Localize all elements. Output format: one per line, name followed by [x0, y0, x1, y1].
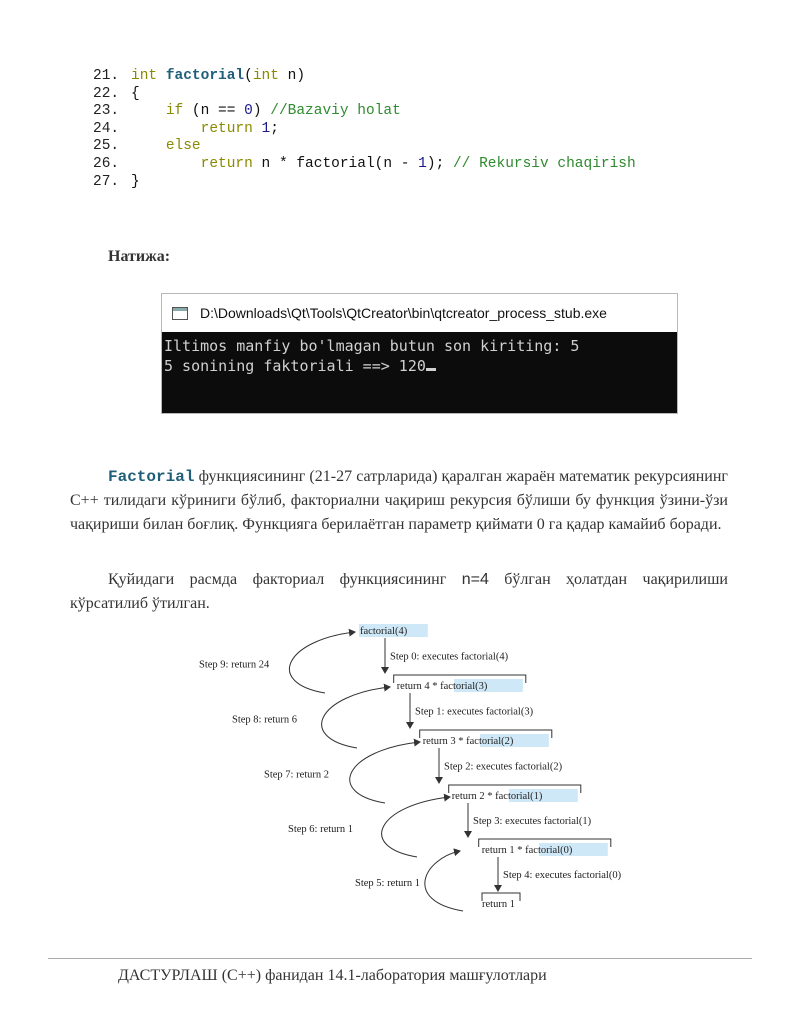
code-line-number: 23. — [93, 103, 120, 120]
diagram-step-label: Step 1: executes factorial(3) — [415, 706, 534, 718]
diagram-node-text — [482, 845, 573, 856]
code-token: ); — [426, 155, 453, 172]
diagram-node-call: factorial(0) — [525, 845, 573, 856]
code-line — [93, 174, 636, 192]
code-token: int — [131, 68, 166, 84]
diagram-return-label: Step 7: return 2 — [264, 769, 330, 781]
diagram-return-arrow — [382, 797, 450, 857]
code-token: int — [252, 68, 279, 84]
code-listing — [93, 68, 636, 191]
diagram-node-text — [423, 736, 514, 747]
diagram-node-call: factorial(3) — [440, 681, 488, 692]
code-token — [131, 121, 201, 137]
code-token: 1 — [418, 155, 427, 172]
paragraph-2-before: Қуйидаги расмда факториал функциясининг — [108, 571, 462, 588]
console-output — [162, 332, 677, 380]
paragraph-1-text: функциясининг (21-27 сатрларида) қаралган жараён математик рекурсиянинг C++ тилидаги кўриниги бўлиб, факториални чақириш рекурсия бўлиши бу функция ўзини-ўзи чақириши билан боғлиқ. Функцияга берилаётган параметр қиймати 0 га қадар камайиб боради. — [70, 468, 728, 533]
code-line-number: 25. — [93, 138, 120, 155]
console-window — [161, 293, 678, 414]
diagram-return-label: Step 8: return 6 — [232, 714, 298, 726]
paragraph-1-function-name: Factorial — [108, 468, 195, 486]
diagram-node-prefix: return 2 * — [451, 791, 496, 802]
code-line — [93, 156, 636, 174]
code-token: n) — [278, 68, 306, 84]
diagram-node-call: factorial(4) — [360, 626, 408, 637]
code-line — [93, 86, 636, 104]
code-token: ) — [252, 103, 271, 120]
code-token: return — [200, 120, 253, 137]
code-token: } — [131, 173, 140, 190]
code-line — [93, 138, 636, 156]
code-token: ; — [270, 120, 279, 137]
diagram-step-label: Step 3: executes factorial(1) — [473, 816, 592, 827]
paragraph-1 — [70, 465, 728, 537]
result-heading: Натижа: — [108, 248, 171, 265]
code-line-number: 22. — [93, 85, 120, 102]
diagram-node-text — [452, 791, 543, 802]
code-token: { — [131, 85, 140, 102]
console-titlebar — [162, 294, 677, 332]
code-token: (n == — [183, 103, 245, 120]
code-token — [131, 138, 166, 154]
code-token — [131, 156, 201, 172]
diagram-node-prefix: return 4 * — [396, 681, 441, 692]
diagram-node-prefix: return 3 * — [422, 736, 467, 747]
console-window-icon — [172, 307, 188, 320]
paragraph-2 — [70, 568, 728, 616]
code-token: 1 — [261, 120, 271, 137]
code-token: n * factorial(n - — [252, 155, 419, 172]
code-line — [93, 103, 636, 121]
code-token: else — [165, 138, 201, 155]
diagram-step-label: Step 2: executes factorial(2) — [444, 761, 563, 773]
diagram-return-arrow — [425, 851, 463, 911]
code-token — [253, 121, 262, 137]
diagram-step-label: Step 4: executes factorial(0) — [503, 870, 622, 881]
console-cursor — [426, 368, 436, 371]
diagram-return-arrow — [322, 687, 390, 748]
diagram-node-text — [482, 899, 515, 910]
code-line-number: 26. — [93, 155, 120, 172]
diagram-node-text — [360, 626, 408, 637]
paragraph-2-code: n=4 — [461, 571, 489, 588]
code-line — [93, 68, 636, 86]
footer-divider — [48, 958, 752, 959]
code-token: return — [200, 155, 253, 172]
code-token: // Rekursiv chaqirish — [452, 155, 636, 172]
console-line-result: 5 sonining faktoriali ==> 120 — [164, 357, 426, 375]
console-line-prompt: Iltimos manfiy bo'lmagan butun son kiriting: 5 — [164, 337, 580, 355]
diagram-node-call: factorial(2) — [466, 736, 514, 747]
code-line-number: 27. — [93, 173, 120, 190]
paragraph-2-after: бўлган ҳолатдан чақирилиши кўрсатилиб ўтилган. — [70, 571, 728, 612]
code-token: factorial — [165, 68, 245, 84]
recursion-diagram — [195, 620, 655, 920]
code-line-number: 24. — [93, 120, 120, 137]
code-line — [93, 121, 636, 139]
console-title: D:\Downloads\Qt\Tools\QtCreator\bin\qtcreator_process_stub.exe — [200, 305, 607, 321]
code-token: if — [165, 103, 184, 120]
diagram-return-label: Step 5: return 1 — [355, 878, 421, 889]
diagram-node-text — [397, 681, 488, 692]
diagram-step-label: Step 0: executes factorial(4) — [390, 651, 509, 663]
diagram-return-label: Step 6: return 1 — [288, 824, 354, 835]
code-line-number: 21. — [93, 68, 120, 84]
diagram-return-arrow — [350, 742, 420, 803]
code-token: 0 — [244, 103, 253, 120]
diagram-node-prefix: return 1 * — [481, 845, 526, 856]
diagram-return-label: Step 9: return 24 — [199, 659, 270, 671]
diagram-node-call: factorial(1) — [495, 791, 543, 802]
code-token: //Bazaviy holat — [270, 103, 401, 120]
page-footer: ДАСТУРЛАШ (C++) фанидан 14.1-лаборатория машғулотлари — [118, 967, 547, 984]
diagram-return-arrow — [289, 632, 355, 693]
diagram-node-prefix: return 1 — [482, 899, 515, 910]
code-token — [131, 103, 166, 119]
code-token: ( — [244, 68, 253, 84]
